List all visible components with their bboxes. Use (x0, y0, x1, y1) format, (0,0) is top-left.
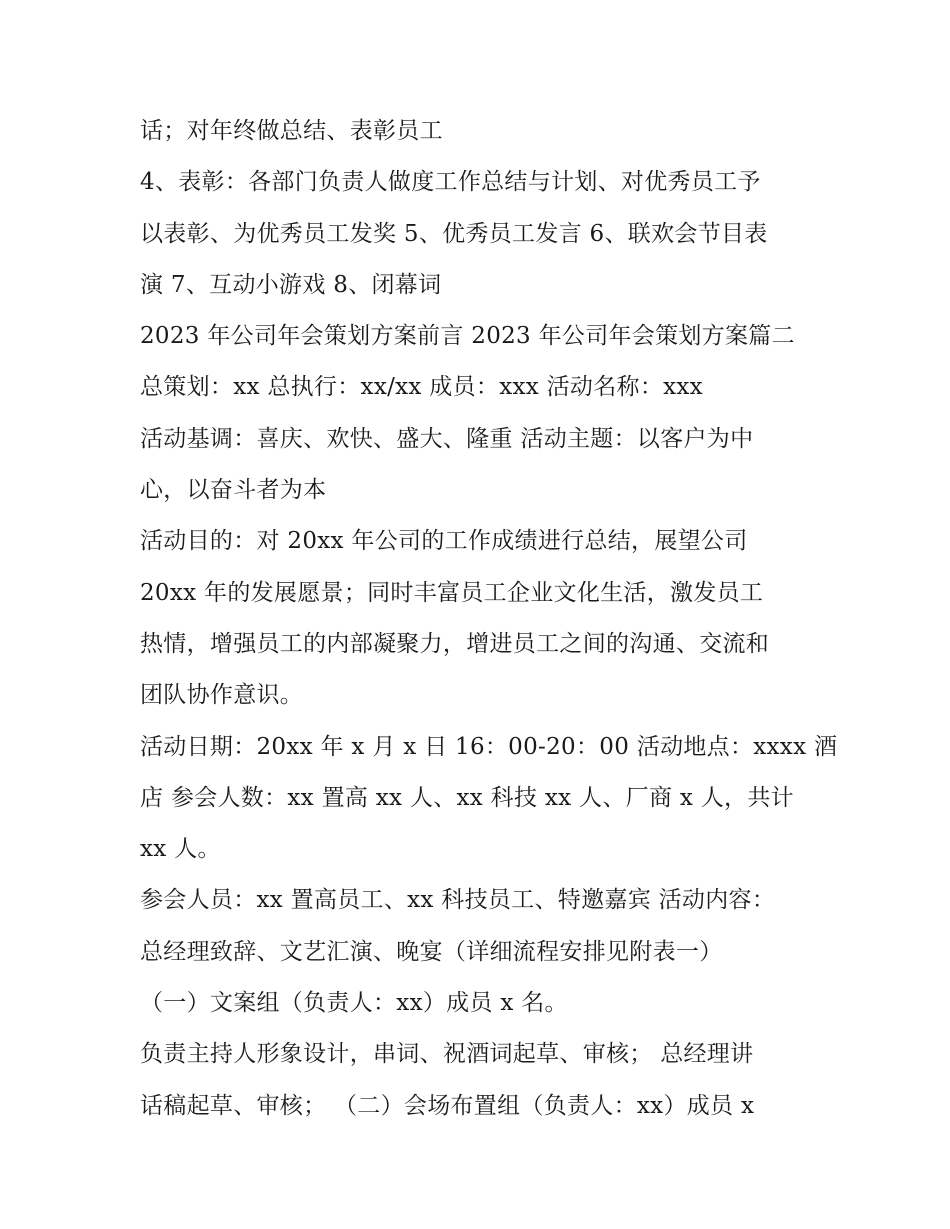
text-line: xx 人。 (140, 836, 221, 863)
text-line: 热情，增强员工的内部凝聚力，增进员工之间的沟通、交流和 (140, 630, 770, 657)
text-line: 参会人员：xx 置高员工、xx 科技员工、特邀嘉宾 活动内容： (140, 887, 776, 914)
text-line: 20xx 年的发展愿景；同时丰富员工企业文化生活，激发员工 (140, 579, 764, 606)
text-line: 总策划：xx 总执行：xx/xx 成员：xxx 活动名称：xxx (140, 374, 703, 401)
text-line: 心，以奋斗者为本 (140, 477, 327, 504)
text-line: 团队协作意识。 (140, 682, 304, 709)
text-line: 总经理致辞、文艺汇演、晚宴（详细流程安排见附表一） (140, 938, 723, 965)
text-line: 店 参会人数：xx 置高 xx 人、xx 科技 xx 人、厂商 x 人，共计 (140, 784, 794, 811)
document-body (140, 106, 838, 1132)
text-line: 活动日期：20xx 年 x 月 x 日 16：00-20：00 活动地点：xxxx 酒 (140, 733, 838, 760)
text-line: 4、表彰：各部门负责人做度工作总结与计划、对优秀员工予 (140, 169, 761, 196)
text-line: 以表彰、为优秀员工发奖 5、优秀员工发言 6、联欢会节目表 (140, 220, 768, 247)
text-line: 活动目的：对 20xx 年公司的工作成绩进行总结，展望公司 (140, 528, 748, 555)
text-line: 负责主持人形象设计，串词、祝酒词起草、审核； 总经理讲 (140, 1041, 754, 1068)
text-line: 活动基调：喜庆、欢快、盛大、隆重 活动主题：以客户为中 (140, 425, 754, 452)
text-line: 话；对年终做总结、表彰员工 (140, 118, 443, 144)
text-line: 2023 年公司年会策划方案前言 2023 年公司年会策划方案篇二 (140, 323, 795, 350)
text-line: 话稿起草、审核； （二）会场布置组（负责人：xx）成员 x (140, 1092, 755, 1119)
text-line: （一）文案组（负责人：xx）成员 x 名。 (140, 990, 568, 1017)
text-line: 演 7、互动小游戏 8、闭幕词 (140, 271, 442, 298)
